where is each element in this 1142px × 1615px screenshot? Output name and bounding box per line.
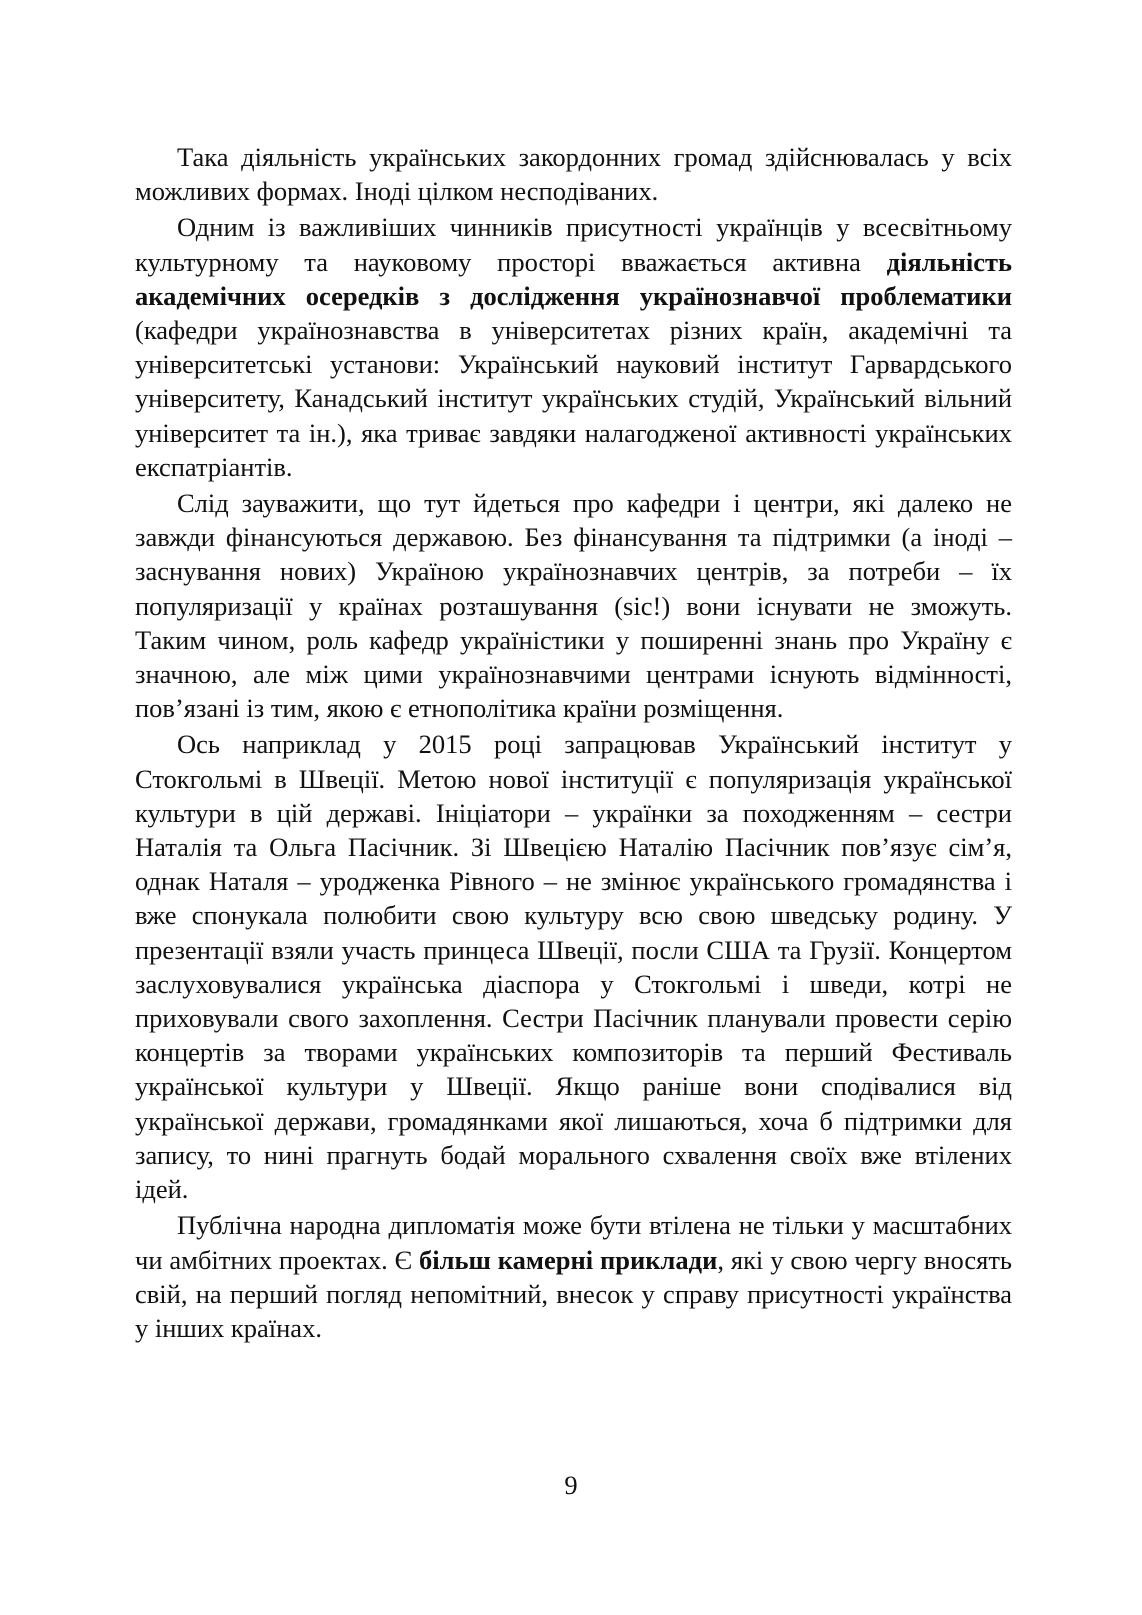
paragraph-2-text: Одним із важливіших чинників присутності українців у всесвітньому культурному та науковому просторі вважається активна — [135, 212, 1012, 277]
paragraph-3: Слід зауважити, що тут йдеться про кафедри і центри, які далеко не завжди фінансуються державою. Без фінансування та підтримки (а іноді – заснування нових) Україною українознавчих центрів, за потреби – їх популяризації у країнах розташування (sic!) вони існувати не зможуть. Таким чином, роль кафедр україністики у поширенні знань про Україну є значною, але між цими українознавчими центрами існують відмінності, пов’язані із тим, якою є етнополітика країни розміщення. — [135, 488, 1012, 724]
paragraph-4: Ось наприклад у 2015 році запрацював Український інститут у Стокгольмі в Швеції. Метою нової інституції є популяризація української культури в цій державі. Ініціатори – українки за походженням – сестри Наталія та Ольга Пасічник. Зі Швецією Наталію Пасічник пов’язує сім’я, однак Наталя – уродженка Рівного – не змінює українського громадянства і вже спонукала полюбити свою культуру всю свою шведську родину. У презентації взяли участь принцеса Швеції, посли США та Грузії. Концертом заслуховувалися українська діаспора у Стокгольмі і шведи, котрі не приховували свого захоплення. Сестри Пасічник планували провести серію концертів за творами українських композиторів та перший Фестиваль української культури у Швеції. Якщо раніше вони сподівалися від української держави, громадянками якої лишаються, хоча б підтримки для запису, то нині прагнуть бодай морального схвалення своїх вже втілених ідей. — [135, 729, 1012, 1205]
paragraph-5 — [135, 1208, 1012, 1345]
page-number: 9 — [564, 1470, 578, 1500]
paragraph-2 — [135, 210, 1012, 484]
paragraph-5-text-continued: , які у свою чергу вносять свій, на перший погляд непомітний, внесок у справу присутності українства у інших країнах. — [135, 1244, 1012, 1343]
paragraph-5-text: Публічна народна дипломатія може бути втілена не тільки у масштабних чи амбітних проектах. Є — [135, 1210, 1012, 1275]
paragraph-5-bold-phrase: більш камерні приклади — [419, 1244, 718, 1275]
paragraph-2-text-continued: (кафедри українознавства в університетах різних країн, академічні та університетські установи: Український науковий інститут Гарвардського університету, Канадський інститут українських студій, Український вільний університет та ін.), яка триває завдяки налагодженої активності українських експатріантів. — [135, 315, 1012, 482]
paragraph-2-bold-phrase: діяльність академічних осередків з дослідження українознавчої проблематики — [135, 246, 1012, 311]
paragraph-1: Така діяльність українських закордонних громад здійснювалась у всіх можливих формах. Іноді цілком несподіваних. — [135, 142, 1012, 207]
page-body — [135, 140, 1012, 1345]
